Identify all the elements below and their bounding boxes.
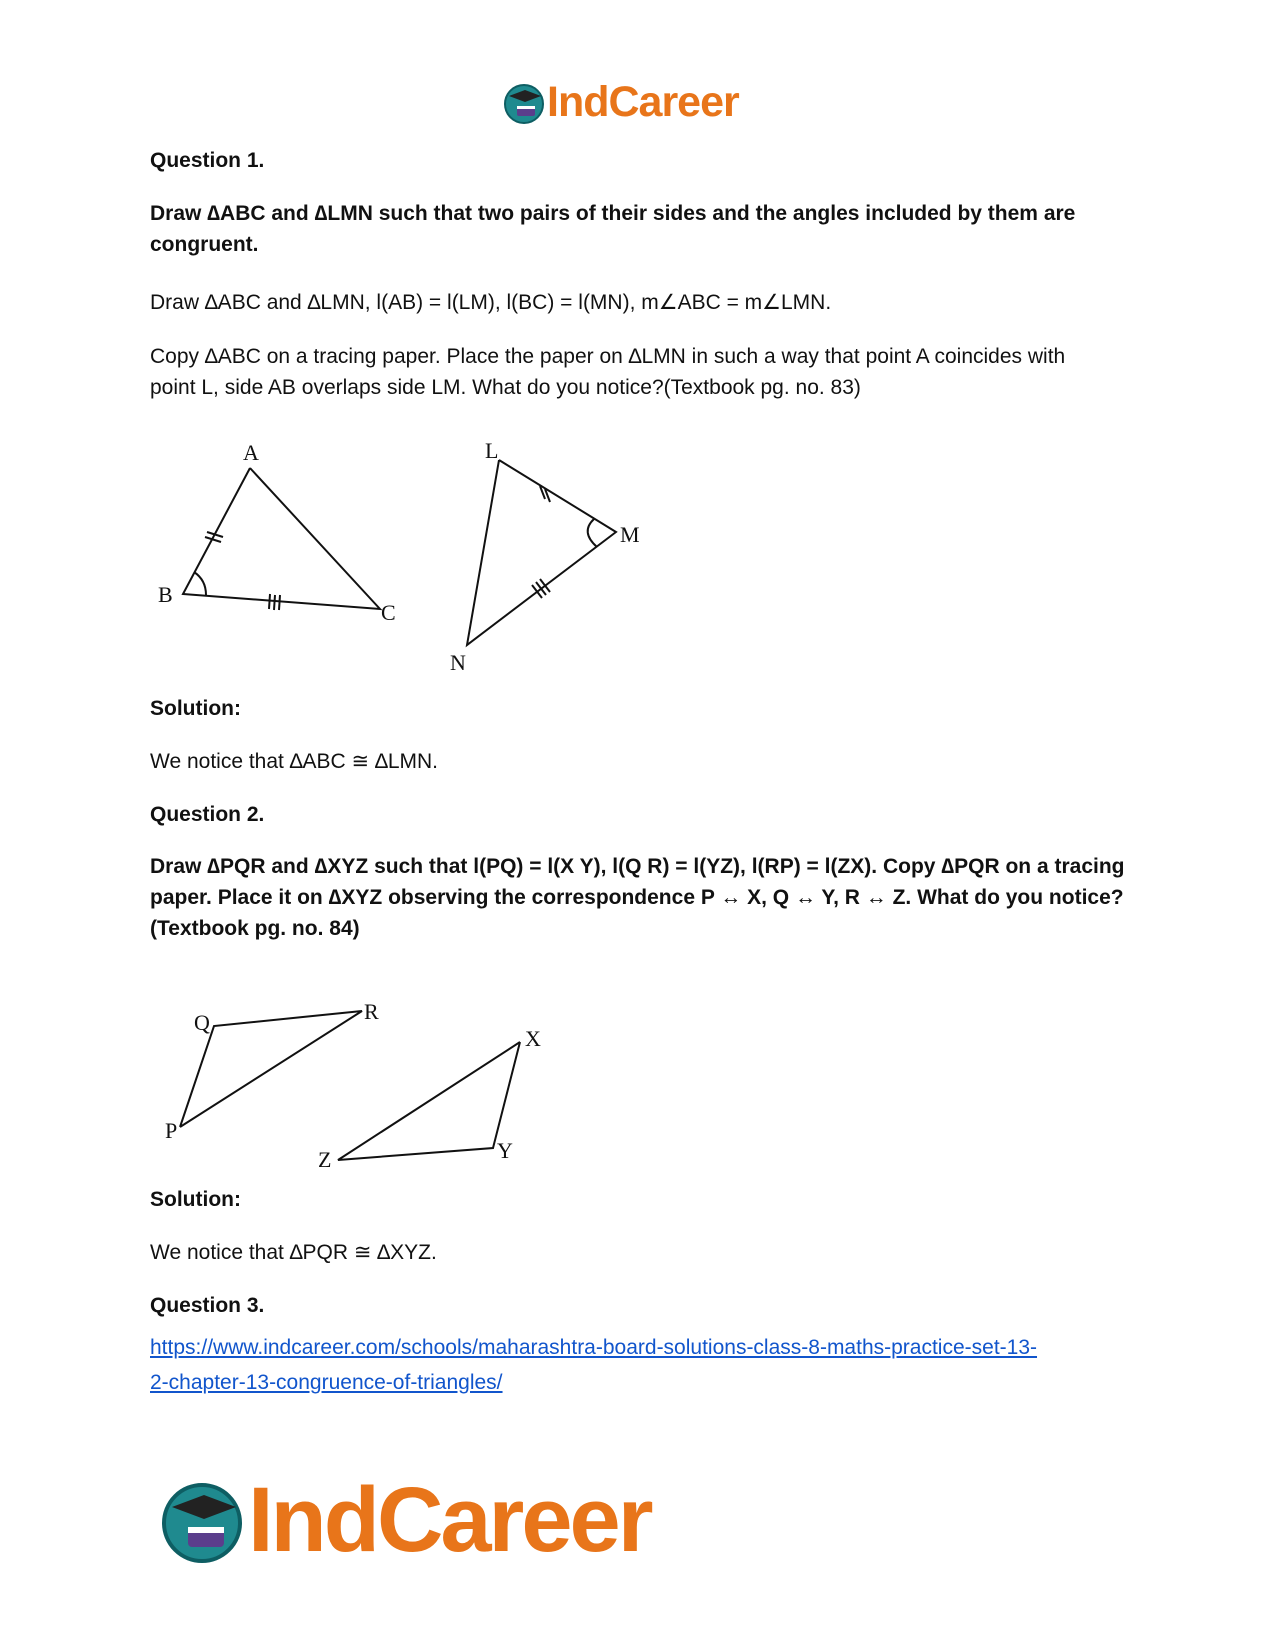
question-2-prompt: Draw ∆PQR and ∆XYZ such that l(PQ) = l(X Y), l(Q R) = l(YZ), l(RP) = l(ZX). Copy ∆PQR on a tracing paper. Place it on ∆XYZ observing the correspondence P ↔ X, Q ↔ Y, R ↔ Z. What do you notice? (Textbook pg. no. 84) bbox=[150, 855, 1125, 940]
vertex-label-q: Q bbox=[194, 1010, 210, 1035]
figure-triangles-abc-lmn bbox=[150, 420, 670, 680]
question-1-title: Question 1. bbox=[150, 149, 265, 172]
triangle-xyz bbox=[338, 1042, 520, 1160]
header-logo-text: IndCareer bbox=[547, 78, 739, 126]
vertex-label-y: Y bbox=[497, 1138, 513, 1163]
vertex-label-c: C bbox=[381, 600, 396, 625]
question-3-link-block bbox=[150, 1330, 1140, 1400]
globe-cap-icon bbox=[503, 82, 545, 124]
solution-1-title: Solution: bbox=[150, 697, 241, 720]
question-3-link-line-2[interactable]: 2-chapter-13-congruence-of-triangles/ bbox=[150, 1371, 503, 1394]
question-2 bbox=[150, 799, 264, 830]
question-2-solution-text-block bbox=[150, 1237, 437, 1268]
question-1 bbox=[150, 145, 1130, 176]
question-2-title: Question 2. bbox=[150, 803, 265, 826]
vertex-label-z: Z bbox=[318, 1147, 332, 1170]
vertex-label-x: X bbox=[525, 1026, 541, 1051]
question-1-prompt: Draw ∆ABC and ∆LMN such that two pairs of their sides and the angles included by them are congruent. bbox=[150, 202, 1076, 256]
solution-1-text: We notice that ∆ABC ≅ ∆LMN. bbox=[150, 750, 439, 773]
angle-arc-b bbox=[194, 572, 206, 595]
vertex-label-a: A bbox=[243, 440, 259, 465]
footer-logo-text: IndCareer bbox=[248, 1469, 651, 1571]
question-3 bbox=[150, 1290, 264, 1321]
question-2-solution bbox=[150, 1184, 241, 1215]
angle-arc-m bbox=[588, 519, 597, 547]
vertex-label-b: B bbox=[158, 582, 173, 607]
vertex-label-r: R bbox=[364, 999, 379, 1024]
header-logo bbox=[503, 78, 739, 127]
question-1-line2-block bbox=[150, 341, 1110, 403]
question-3-link-line-1[interactable]: https://www.indcareer.com/schools/maharashtra-board-solutions-class-8-maths-practice-set-13- bbox=[150, 1336, 1038, 1359]
question-1-line2: Copy ∆ABC on a tracing paper. Place the paper on ∆LMN in such a way that point A coincides with point L, side AB overlaps side LM. What do you notice?(Textbook pg. no. 83) bbox=[150, 345, 1066, 399]
vertex-label-p: P bbox=[165, 1118, 178, 1143]
globe-cap-icon bbox=[160, 1479, 244, 1563]
solution-2-title: Solution: bbox=[150, 1188, 241, 1211]
vertex-label-m: M bbox=[620, 522, 640, 547]
vertex-label-l: L bbox=[485, 438, 499, 463]
question-3-title: Question 3. bbox=[150, 1294, 265, 1317]
question-1-solution bbox=[150, 693, 241, 724]
solution-2-text: We notice that ∆PQR ≅ ∆XYZ. bbox=[150, 1241, 437, 1264]
question-2-prompt-block bbox=[150, 851, 1125, 944]
vertex-label-n: N bbox=[450, 650, 466, 675]
question-1-line1-block bbox=[150, 287, 1135, 318]
question-1-prompt-block bbox=[150, 198, 1135, 260]
question-1-line1: Draw ∆ABC and ∆LMN, l(AB) = l(LM), l(BC) = l(MN), m∠ABC = m∠LMN. bbox=[150, 291, 832, 314]
figure-triangles-pqr-xyz bbox=[150, 990, 570, 1170]
footer-logo bbox=[160, 1468, 651, 1573]
question-1-solution-text-block bbox=[150, 746, 438, 777]
